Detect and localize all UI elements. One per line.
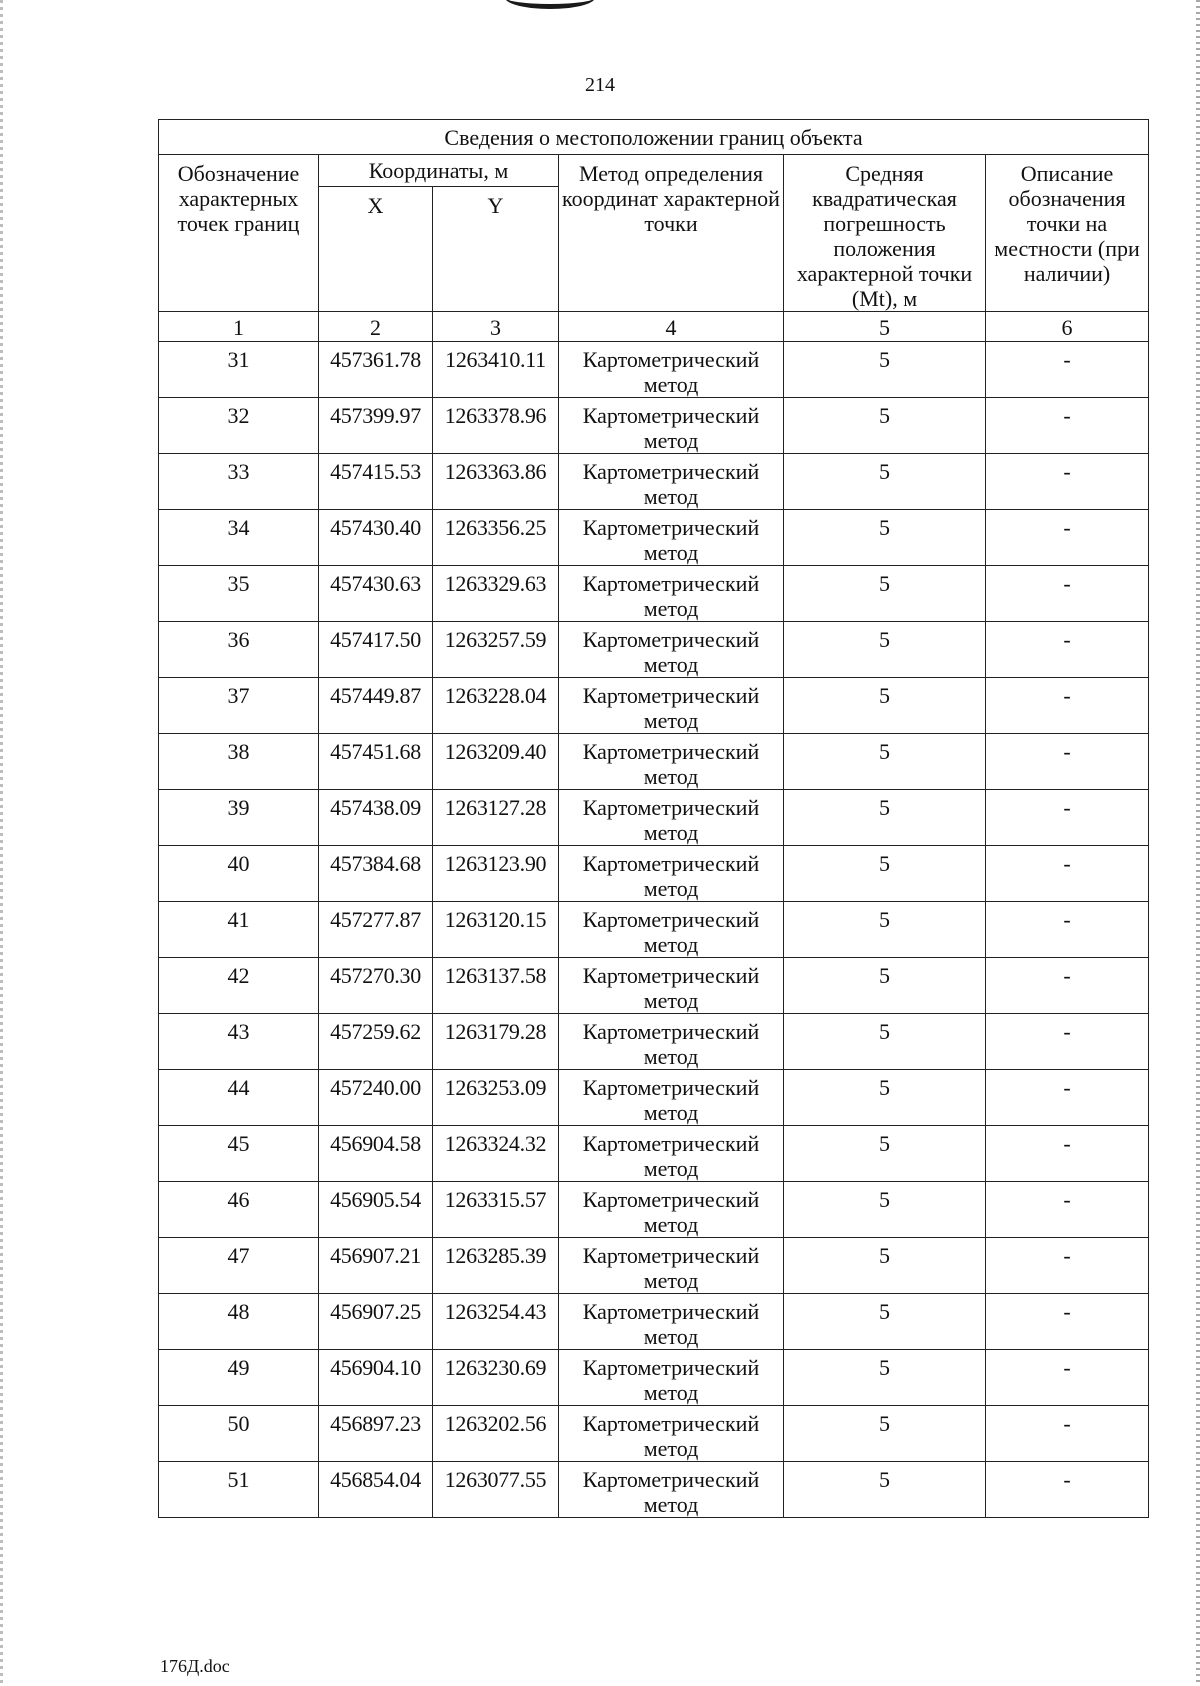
- cell-y: 1263202.56: [433, 1406, 559, 1462]
- column-number-row: [159, 312, 1149, 342]
- table-row: [159, 790, 1149, 846]
- cell-method: Картометрический метод: [559, 678, 784, 734]
- cell-y: 1263363.86: [433, 454, 559, 510]
- boundary-coordinates-table: [158, 119, 1149, 1518]
- table-row: [159, 1126, 1149, 1182]
- cell-x: 457430.63: [319, 566, 433, 622]
- cell-point: 48: [159, 1294, 319, 1350]
- cell-x: 457259.62: [319, 1014, 433, 1070]
- header-description: Описание обозначения точки на местности (при наличии): [986, 155, 1149, 312]
- table-row: [159, 1182, 1149, 1238]
- table-row: [159, 398, 1149, 454]
- cell-error: 5: [784, 1014, 986, 1070]
- table-row: [159, 1014, 1149, 1070]
- cell-description: -: [986, 678, 1149, 734]
- table-row: [159, 1238, 1149, 1294]
- header-method: Метод определения координат характерной точки: [559, 155, 784, 312]
- cell-y: 1263329.63: [433, 566, 559, 622]
- cell-point: 38: [159, 734, 319, 790]
- cell-error: 5: [784, 846, 986, 902]
- cell-y: 1263123.90: [433, 846, 559, 902]
- cell-y: 1263209.40: [433, 734, 559, 790]
- table-row: [159, 1350, 1149, 1406]
- table-row: [159, 902, 1149, 958]
- cell-error: 5: [784, 1462, 986, 1518]
- cell-error: 5: [784, 1182, 986, 1238]
- cell-method: Картометрический метод: [559, 846, 784, 902]
- cell-error: 5: [784, 342, 986, 398]
- cell-point: 51: [159, 1462, 319, 1518]
- cell-method: Картометрический метод: [559, 1126, 784, 1182]
- cell-x: 456904.10: [319, 1350, 433, 1406]
- cell-description: -: [986, 1182, 1149, 1238]
- table-row: [159, 734, 1149, 790]
- cell-method: Картометрический метод: [559, 398, 784, 454]
- cell-error: 5: [784, 1238, 986, 1294]
- cell-method: Картометрический метод: [559, 1014, 784, 1070]
- cell-x: 457415.53: [319, 454, 433, 510]
- cell-description: -: [986, 454, 1149, 510]
- cell-point: 40: [159, 846, 319, 902]
- cell-point: 49: [159, 1350, 319, 1406]
- cell-y: 1263356.25: [433, 510, 559, 566]
- table-row: [159, 846, 1149, 902]
- cell-y: 1263410.11: [433, 342, 559, 398]
- cell-method: Картометрический метод: [559, 1238, 784, 1294]
- staple-mark: [505, 0, 595, 9]
- cell-point: 47: [159, 1238, 319, 1294]
- table-row: [159, 1070, 1149, 1126]
- cell-x: 456897.23: [319, 1406, 433, 1462]
- footer-filename: 176Д.doc: [160, 1656, 230, 1676]
- cell-method: Картометрический метод: [559, 1406, 784, 1462]
- cell-point: 50: [159, 1406, 319, 1462]
- cell-y: 1263077.55: [433, 1462, 559, 1518]
- table-row: [159, 510, 1149, 566]
- cell-method: Картометрический метод: [559, 566, 784, 622]
- cell-x: 456907.25: [319, 1294, 433, 1350]
- cell-y: 1263230.69: [433, 1350, 559, 1406]
- cell-description: -: [986, 398, 1149, 454]
- cell-error: 5: [784, 1350, 986, 1406]
- cell-method: Картометрический метод: [559, 342, 784, 398]
- cell-point: 39: [159, 790, 319, 846]
- cell-x: 457277.87: [319, 902, 433, 958]
- column-number: 4: [559, 312, 784, 342]
- cell-point: 32: [159, 398, 319, 454]
- scan-edge-right: [1196, 0, 1200, 1686]
- cell-method: Картометрический метод: [559, 1462, 784, 1518]
- cell-y: 1263315.57: [433, 1182, 559, 1238]
- cell-error: 5: [784, 1126, 986, 1182]
- cell-y: 1263378.96: [433, 398, 559, 454]
- column-number: 2: [319, 312, 433, 342]
- cell-point: 45: [159, 1126, 319, 1182]
- cell-description: -: [986, 1350, 1149, 1406]
- cell-description: -: [986, 846, 1149, 902]
- cell-x: 457417.50: [319, 622, 433, 678]
- cell-error: 5: [784, 1294, 986, 1350]
- cell-error: 5: [784, 622, 986, 678]
- table-row: [159, 958, 1149, 1014]
- cell-point: 44: [159, 1070, 319, 1126]
- cell-description: -: [986, 902, 1149, 958]
- column-number: 6: [986, 312, 1149, 342]
- header-coordinates: Координаты, м: [319, 155, 559, 187]
- table-row: [159, 1294, 1149, 1350]
- cell-y: 1263127.28: [433, 790, 559, 846]
- cell-description: -: [986, 1014, 1149, 1070]
- cell-point: 31: [159, 342, 319, 398]
- cell-error: 5: [784, 734, 986, 790]
- cell-y: 1263228.04: [433, 678, 559, 734]
- cell-error: 5: [784, 398, 986, 454]
- table-caption: Сведения о местоположении границ объекта: [159, 120, 1149, 155]
- cell-x: 457399.97: [319, 398, 433, 454]
- cell-x: 456854.04: [319, 1462, 433, 1518]
- cell-error: 5: [784, 958, 986, 1014]
- cell-description: -: [986, 790, 1149, 846]
- table-row: [159, 1462, 1149, 1518]
- cell-description: -: [986, 510, 1149, 566]
- cell-point: 42: [159, 958, 319, 1014]
- cell-point: 36: [159, 622, 319, 678]
- cell-error: 5: [784, 790, 986, 846]
- table-row: [159, 678, 1149, 734]
- cell-y: 1263254.43: [433, 1294, 559, 1350]
- cell-method: Картометрический метод: [559, 1350, 784, 1406]
- header-point: Обозначение характерных точек границ: [159, 155, 319, 312]
- cell-method: Картометрический метод: [559, 1294, 784, 1350]
- header-error: Средняя квадратическая погрешность положения характерной точки (Mt), м: [784, 155, 986, 312]
- cell-description: -: [986, 958, 1149, 1014]
- cell-x: 456907.21: [319, 1238, 433, 1294]
- cell-method: Картометрический метод: [559, 1182, 784, 1238]
- cell-method: Картометрический метод: [559, 790, 784, 846]
- cell-description: -: [986, 1070, 1149, 1126]
- cell-description: -: [986, 1462, 1149, 1518]
- cell-x: 457270.30: [319, 958, 433, 1014]
- cell-y: 1263179.28: [433, 1014, 559, 1070]
- cell-x: 457438.09: [319, 790, 433, 846]
- header-x: X: [319, 187, 433, 312]
- table-row: [159, 342, 1149, 398]
- cell-point: 37: [159, 678, 319, 734]
- cell-point: 35: [159, 566, 319, 622]
- cell-method: Картометрический метод: [559, 734, 784, 790]
- cell-description: -: [986, 622, 1149, 678]
- cell-description: -: [986, 734, 1149, 790]
- cell-x: 457451.68: [319, 734, 433, 790]
- cell-method: Картометрический метод: [559, 1070, 784, 1126]
- cell-error: 5: [784, 678, 986, 734]
- table-row: [159, 1406, 1149, 1462]
- cell-x: 457361.78: [319, 342, 433, 398]
- cell-x: 456905.54: [319, 1182, 433, 1238]
- cell-description: -: [986, 1406, 1149, 1462]
- cell-description: -: [986, 1126, 1149, 1182]
- cell-point: 46: [159, 1182, 319, 1238]
- column-number: 3: [433, 312, 559, 342]
- cell-method: Картометрический метод: [559, 510, 784, 566]
- cell-y: 1263253.09: [433, 1070, 559, 1126]
- column-number: 5: [784, 312, 986, 342]
- table-row: [159, 566, 1149, 622]
- cell-y: 1263324.32: [433, 1126, 559, 1182]
- table-row: [159, 454, 1149, 510]
- cell-description: -: [986, 566, 1149, 622]
- cell-error: 5: [784, 510, 986, 566]
- cell-point: 43: [159, 1014, 319, 1070]
- cell-error: 5: [784, 454, 986, 510]
- cell-method: Картометрический метод: [559, 622, 784, 678]
- cell-x: 457384.68: [319, 846, 433, 902]
- scan-edge-left: [0, 0, 3, 1686]
- cell-method: Картометрический метод: [559, 454, 784, 510]
- cell-method: Картометрический метод: [559, 958, 784, 1014]
- header-y: Y: [433, 187, 559, 312]
- page-number: 214: [585, 74, 615, 96]
- cell-point: 33: [159, 454, 319, 510]
- table-body: [159, 342, 1149, 1518]
- cell-x: 457240.00: [319, 1070, 433, 1126]
- cell-x: 456904.58: [319, 1126, 433, 1182]
- cell-error: 5: [784, 566, 986, 622]
- cell-error: 5: [784, 1070, 986, 1126]
- cell-error: 5: [784, 1406, 986, 1462]
- cell-y: 1263285.39: [433, 1238, 559, 1294]
- cell-y: 1263137.58: [433, 958, 559, 1014]
- cell-description: -: [986, 1238, 1149, 1294]
- cell-description: -: [986, 1294, 1149, 1350]
- cell-point: 41: [159, 902, 319, 958]
- cell-x: 457430.40: [319, 510, 433, 566]
- cell-y: 1263257.59: [433, 622, 559, 678]
- cell-description: -: [986, 342, 1149, 398]
- column-number: 1: [159, 312, 319, 342]
- boundary-table-container: [158, 119, 1148, 1518]
- cell-error: 5: [784, 902, 986, 958]
- table-row: [159, 622, 1149, 678]
- cell-x: 457449.87: [319, 678, 433, 734]
- cell-point: 34: [159, 510, 319, 566]
- cell-method: Картометрический метод: [559, 902, 784, 958]
- cell-y: 1263120.15: [433, 902, 559, 958]
